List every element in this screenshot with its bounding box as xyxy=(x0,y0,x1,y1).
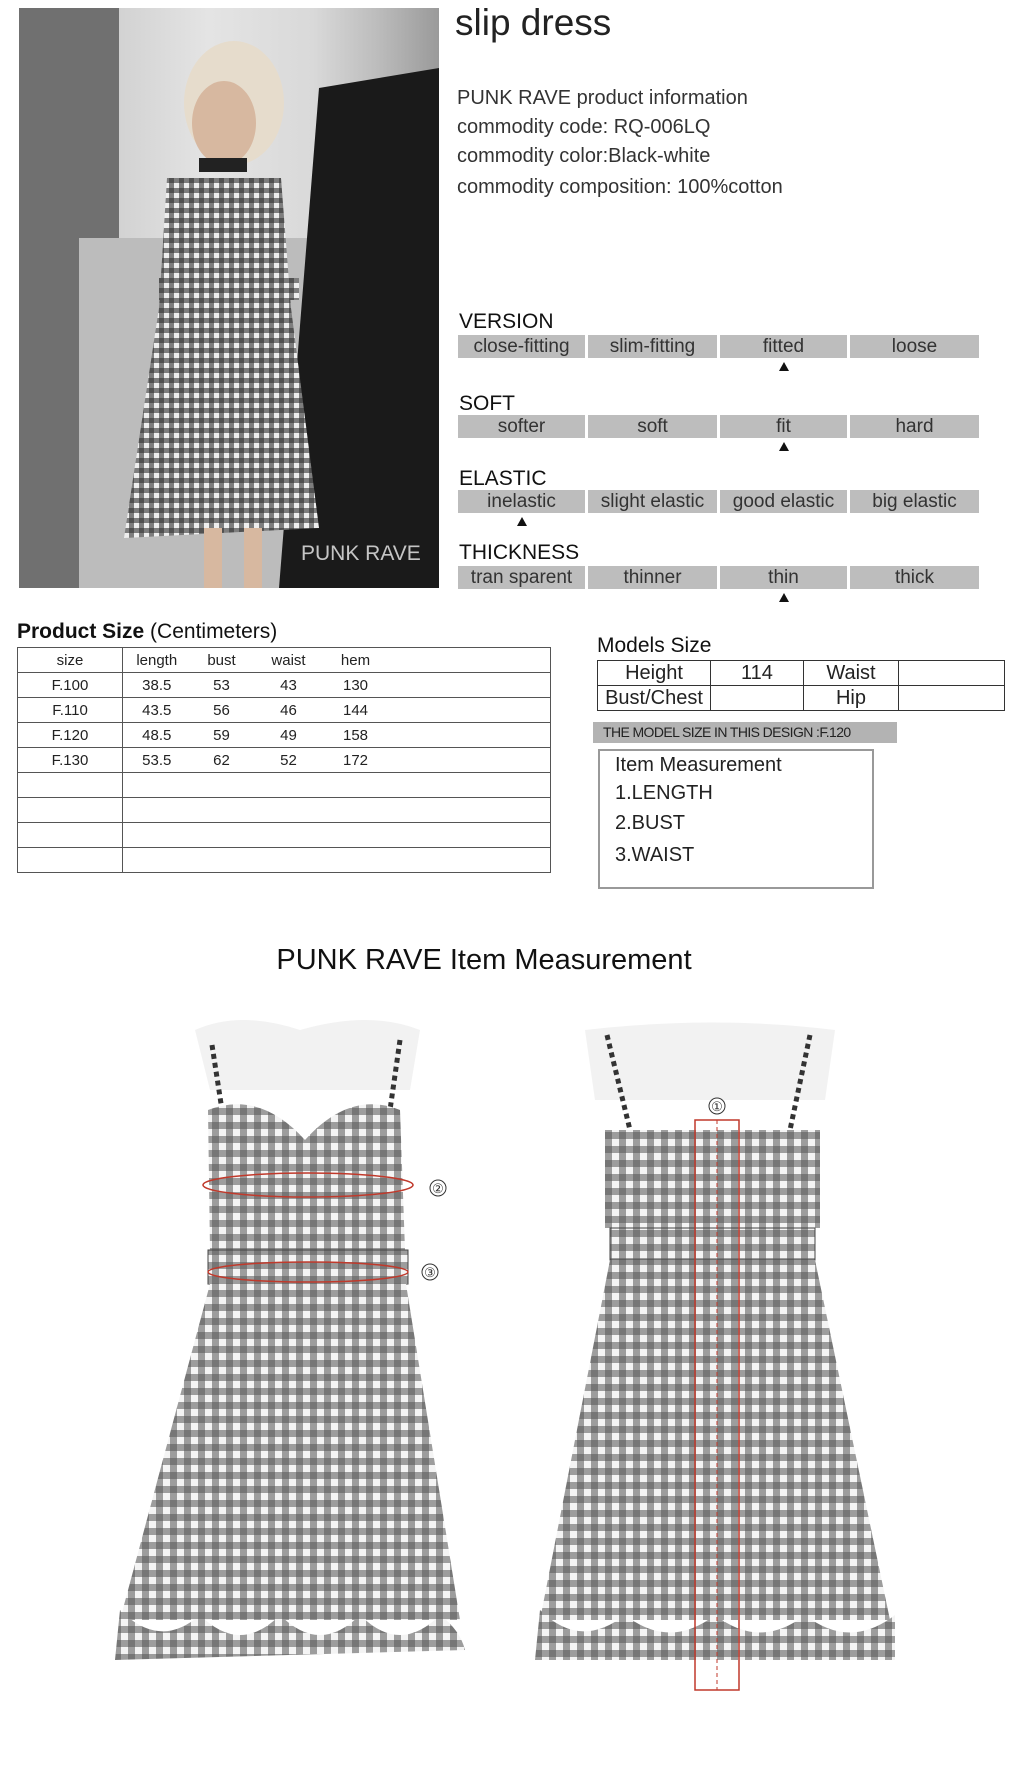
table-cell xyxy=(18,848,123,873)
attribute-option: thin xyxy=(720,566,847,589)
table-cell xyxy=(18,823,123,848)
product-photo xyxy=(19,8,439,588)
selected-indicator-icon xyxy=(517,517,527,526)
table-cell xyxy=(325,823,387,848)
info-heading: PUNK RAVE product information xyxy=(457,87,748,109)
table-row xyxy=(18,723,551,748)
table-cell xyxy=(123,773,191,798)
table-header-row xyxy=(18,648,551,673)
table-cell: 46 xyxy=(253,698,325,723)
attribute-option: big elastic xyxy=(850,490,979,513)
table-cell: 62 xyxy=(191,748,253,773)
watermark: PUNK RAVE xyxy=(301,542,421,565)
empty-table-row xyxy=(18,798,551,823)
table-row xyxy=(18,673,551,698)
marker-bust: ② xyxy=(432,1181,444,1196)
table-cell xyxy=(253,773,325,798)
table-cell: 53 xyxy=(191,673,253,698)
table-cell: F.130 xyxy=(18,748,123,773)
table-cell: 59 xyxy=(191,723,253,748)
table-cell xyxy=(191,848,253,873)
attribute-option: thinner xyxy=(588,566,717,589)
table-cell: 158 xyxy=(325,723,387,748)
attribute-label: VERSION xyxy=(459,310,554,333)
marker-waist: ③ xyxy=(424,1265,436,1280)
selected-indicator-icon xyxy=(779,593,789,602)
table-cell: 43 xyxy=(253,673,325,698)
dress-back-diagram xyxy=(535,1020,905,1700)
table-cell xyxy=(387,848,551,873)
attribute-label: SOFT xyxy=(459,392,515,415)
table-cell xyxy=(387,673,551,698)
table-cell xyxy=(325,773,387,798)
product-title: slip dress xyxy=(455,2,612,43)
attribute-option: good elastic xyxy=(720,490,847,513)
table-cell: 130 xyxy=(325,673,387,698)
model-size-note: THE MODEL SIZE IN THIS DESIGN :F.120 xyxy=(593,722,897,743)
table-cell xyxy=(387,773,551,798)
measurement-item: 1.LENGTH xyxy=(615,782,713,804)
commodity-composition: commodity composition: 100%cotton xyxy=(457,176,783,198)
table-cell: 144 xyxy=(325,698,387,723)
hip-value xyxy=(899,686,1005,711)
table-cell: F.110 xyxy=(18,698,123,723)
table-cell: size xyxy=(18,648,123,673)
attribute-option: softer xyxy=(458,415,585,438)
hip-label: Hip xyxy=(804,686,899,711)
table-cell: 43.5 xyxy=(123,698,191,723)
table-row xyxy=(18,698,551,723)
attribute-option: slight elastic xyxy=(588,490,717,513)
height-value: 114 xyxy=(711,661,804,686)
table-cell xyxy=(191,823,253,848)
table-cell xyxy=(253,848,325,873)
table-cell xyxy=(325,848,387,873)
table-cell: 49 xyxy=(253,723,325,748)
table-cell xyxy=(191,773,253,798)
measurement-section-title: PUNK RAVE Item Measurement xyxy=(276,944,692,976)
attribute-option: slim-fitting xyxy=(588,335,717,358)
table-cell: 38.5 xyxy=(123,673,191,698)
table-cell xyxy=(123,798,191,823)
attribute-label: THICKNESS xyxy=(459,541,580,564)
unit-label: (Centimeters) xyxy=(150,620,278,643)
model-photo-illustration xyxy=(19,8,439,588)
table-cell xyxy=(123,848,191,873)
empty-table-row xyxy=(18,773,551,798)
attribute-option: thick xyxy=(850,566,979,589)
waist-value xyxy=(899,661,1005,686)
table-cell xyxy=(325,798,387,823)
table-cell: hem xyxy=(325,648,387,673)
table-cell xyxy=(123,823,191,848)
table-cell xyxy=(253,798,325,823)
attribute-option: hard xyxy=(850,415,979,438)
table-cell: 48.5 xyxy=(123,723,191,748)
attribute-option: fit xyxy=(720,415,847,438)
table-cell xyxy=(387,723,551,748)
table-cell xyxy=(18,773,123,798)
commodity-code: commodity code: RQ-006LQ xyxy=(457,116,711,138)
table-cell xyxy=(387,648,551,673)
table-cell: waist xyxy=(253,648,325,673)
attribute-option: soft xyxy=(588,415,717,438)
table-cell xyxy=(18,798,123,823)
models-size-title: Models Size xyxy=(597,634,712,657)
dress-front-diagram xyxy=(100,1010,520,1700)
product-size-title xyxy=(17,620,277,644)
table-cell xyxy=(387,748,551,773)
table-cell: 56 xyxy=(191,698,253,723)
empty-table-row xyxy=(18,823,551,848)
attribute-option: fitted xyxy=(720,335,847,358)
attribute-option: inelastic xyxy=(458,490,585,513)
empty-table-row xyxy=(18,848,551,873)
commodity-color: commodity color:Black-white xyxy=(457,145,711,167)
bust-label: Bust/Chest xyxy=(598,686,711,711)
waist-label: Waist xyxy=(804,661,899,686)
product-size-table xyxy=(17,647,551,873)
table-cell xyxy=(191,798,253,823)
product-size-label: Product Size xyxy=(17,620,145,643)
attribute-option: tran sparent xyxy=(458,566,585,589)
table-cell: bust xyxy=(191,648,253,673)
item-measurement-title: Item Measurement xyxy=(615,754,782,776)
selected-indicator-icon xyxy=(779,362,789,371)
table-row xyxy=(18,748,551,773)
table-cell xyxy=(387,823,551,848)
marker-length: ① xyxy=(711,1099,723,1114)
models-size-table xyxy=(597,660,1005,711)
table-cell: 52 xyxy=(253,748,325,773)
table-cell xyxy=(387,698,551,723)
selected-indicator-icon xyxy=(779,442,789,451)
table-cell: F.100 xyxy=(18,673,123,698)
table-cell: length xyxy=(123,648,191,673)
height-label: Height xyxy=(598,661,711,686)
attribute-option: loose xyxy=(850,335,979,358)
table-cell xyxy=(253,823,325,848)
table-cell: 53.5 xyxy=(123,748,191,773)
attribute-option: close-fitting xyxy=(458,335,585,358)
table-cell xyxy=(387,798,551,823)
table-cell: F.120 xyxy=(18,723,123,748)
measurement-item: 2.BUST xyxy=(615,812,686,834)
attribute-label: ELASTIC xyxy=(459,467,547,490)
measurement-item: 3.WAIST xyxy=(615,844,695,866)
bust-value xyxy=(711,686,804,711)
table-cell: 172 xyxy=(325,748,387,773)
